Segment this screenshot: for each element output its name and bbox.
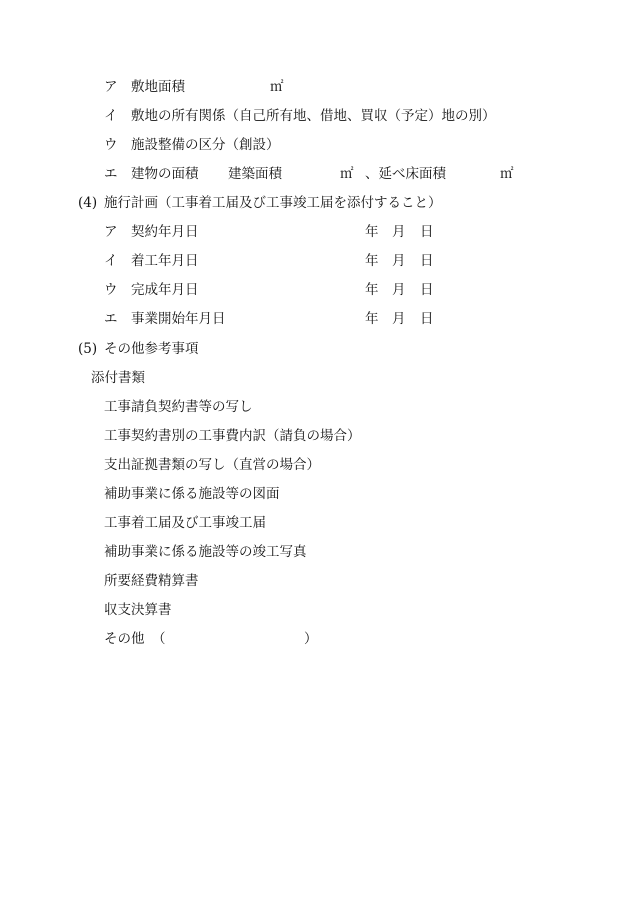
operation-start-date-label: 事業開始年月日 bbox=[131, 311, 226, 327]
item-marker-i: イ bbox=[104, 108, 118, 124]
section4-number: (4) bbox=[78, 195, 98, 211]
item-marker-e: エ bbox=[104, 166, 118, 182]
attachment-item: 収支決算書 bbox=[104, 602, 172, 618]
building-footprint-label: 建築面積 bbox=[228, 166, 282, 182]
start-date-day: 日 bbox=[420, 253, 434, 269]
building-footprint-unit: ㎡ bbox=[340, 166, 354, 182]
section4-title: 施行計画（工事着工届及び工事竣工届を添付すること） bbox=[104, 195, 442, 211]
operation-start-date-day: 日 bbox=[420, 311, 434, 327]
other-attachment-close-paren: ） bbox=[304, 631, 318, 647]
attachment-item: 補助事業に係る施設等の竣工写真 bbox=[104, 544, 307, 560]
item-marker-u: ウ bbox=[104, 137, 118, 153]
attachment-item: 工事契約書別の工事費内訳（請負の場合） bbox=[104, 428, 361, 444]
completion-date-year: 年 bbox=[365, 282, 379, 298]
total-floor-area-unit: ㎡ bbox=[500, 166, 514, 182]
section5-number: (5) bbox=[78, 341, 98, 357]
start-date-month: 月 bbox=[392, 253, 406, 269]
contract-date-year: 年 bbox=[365, 224, 379, 240]
building-area-label: 建物の面積 bbox=[131, 166, 199, 182]
completion-date-marker: ウ bbox=[104, 282, 118, 298]
start-date-year: 年 bbox=[365, 253, 379, 269]
other-attachment-label: その他 bbox=[104, 631, 145, 647]
start-date-marker: イ bbox=[104, 253, 118, 269]
site-area-unit: ㎡ bbox=[270, 79, 284, 95]
completion-date-month: 月 bbox=[392, 282, 406, 298]
start-date-label: 着工年月日 bbox=[131, 253, 199, 269]
attachment-item: 補助事業に係る施設等の図面 bbox=[104, 486, 280, 502]
attachment-item: 工事請負契約書等の写し bbox=[104, 399, 253, 415]
attachments-heading: 添付書類 bbox=[91, 370, 145, 386]
operation-start-date-marker: エ bbox=[104, 311, 118, 327]
attachment-item: 工事着工届及び工事竣工届 bbox=[104, 515, 266, 531]
item-marker-a: ア bbox=[104, 79, 118, 95]
operation-start-date-year: 年 bbox=[365, 311, 379, 327]
attachment-item: 所要経費精算書 bbox=[104, 573, 199, 589]
contract-date-month: 月 bbox=[392, 224, 406, 240]
completion-date-label: 完成年月日 bbox=[131, 282, 199, 298]
contract-date-marker: ア bbox=[104, 224, 118, 240]
land-ownership-label: 敷地の所有関係（自己所有地、借地、買収（予定）地の別） bbox=[131, 108, 496, 124]
other-attachment-open-paren: （ bbox=[152, 631, 166, 647]
completion-date-day: 日 bbox=[420, 282, 434, 298]
contract-date-day: 日 bbox=[420, 224, 434, 240]
section5-title: その他参考事項 bbox=[104, 341, 199, 357]
total-floor-area-label: 、延べ床面積 bbox=[365, 166, 446, 182]
site-area-label: 敷地面積 bbox=[131, 79, 185, 95]
attachment-item: 支出証拠書類の写し（直営の場合） bbox=[104, 457, 320, 473]
contract-date-label: 契約年月日 bbox=[131, 224, 199, 240]
operation-start-date-month: 月 bbox=[392, 311, 406, 327]
facility-category-label: 施設整備の区分（創設） bbox=[131, 137, 280, 153]
